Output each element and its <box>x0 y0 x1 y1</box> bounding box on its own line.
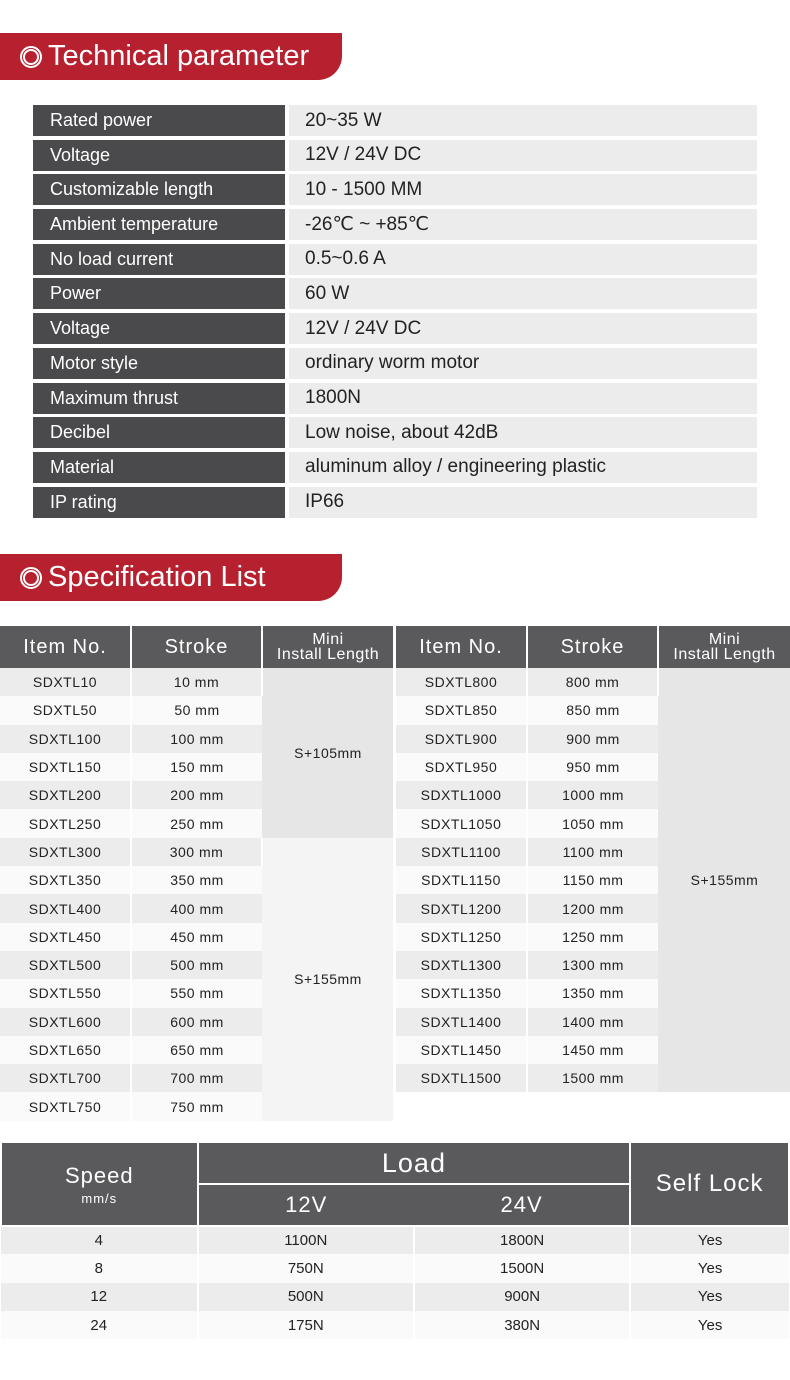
parameter-value: 20~35 W <box>289 105 757 136</box>
parameter-value: Low noise, about 42dB <box>289 417 757 448</box>
parameter-value: 10 - 1500 MM <box>289 174 757 205</box>
stroke-cell: 650 mm <box>131 1036 262 1064</box>
section-title: Technical parameter <box>48 40 310 72</box>
speed-unit: mm/s <box>81 1190 118 1206</box>
stroke-cell: 400 mm <box>131 894 262 922</box>
double-circle-icon <box>20 46 42 68</box>
parameter-row <box>33 417 757 452</box>
stroke-cell: 1500 mm <box>527 1064 658 1092</box>
stroke-cell: 1200 mm <box>527 894 658 922</box>
parameter-value: 12V / 24V DC <box>289 140 757 171</box>
item-number-cell: SDXTL1500 <box>396 1064 527 1092</box>
item-number-cell: SDXTL650 <box>0 1036 131 1064</box>
column-header-mini-install-length <box>658 626 790 668</box>
parameter-row <box>33 174 757 209</box>
specification-table-left <box>0 626 393 1121</box>
load-24v-cell: 1500N <box>414 1254 630 1282</box>
stroke-cell: 500 mm <box>131 951 262 979</box>
stroke-cell: 10 mm <box>131 668 262 696</box>
parameter-row <box>33 348 757 383</box>
table-row <box>1 1311 789 1339</box>
parameter-value: 0.5~0.6 A <box>289 244 757 275</box>
column-header-mini-install-length <box>262 626 393 668</box>
mini-header-line1: Mini <box>708 631 741 648</box>
load-24v-cell: 1800N <box>414 1226 630 1254</box>
parameter-key: IP rating <box>33 487 285 518</box>
section-title: Specification List <box>48 561 266 593</box>
item-number-cell: SDXTL1200 <box>396 894 527 922</box>
table-row <box>396 668 790 696</box>
parameter-key: Customizable length <box>33 174 285 205</box>
item-number-cell: SDXTL200 <box>0 781 131 809</box>
parameter-key: Maximum thrust <box>33 383 285 414</box>
stroke-cell: 1100 mm <box>527 838 658 866</box>
item-number-cell: SDXTL350 <box>0 866 131 894</box>
speed-cell: 12 <box>1 1283 198 1311</box>
stroke-cell: 1000 mm <box>527 781 658 809</box>
stroke-cell: 1150 mm <box>527 866 658 894</box>
item-number-cell: SDXTL1400 <box>396 1008 527 1036</box>
self-lock-cell: Yes <box>630 1254 789 1282</box>
parameter-key: Power <box>33 278 285 309</box>
stroke-cell: 800 mm <box>527 668 658 696</box>
column-header-stroke: Stroke <box>131 626 262 668</box>
load-12v-cell: 1100N <box>198 1226 414 1254</box>
stroke-cell: 1450 mm <box>527 1036 658 1064</box>
stroke-cell: 550 mm <box>131 979 262 1007</box>
parameter-row <box>33 244 757 279</box>
stroke-cell: 50 mm <box>131 696 262 724</box>
stroke-cell: 1400 mm <box>527 1008 658 1036</box>
item-number-cell: SDXTL1300 <box>396 951 527 979</box>
parameter-key: Decibel <box>33 417 285 448</box>
mini-install-length-cell: S+155mm <box>658 668 790 1092</box>
stroke-cell: 250 mm <box>131 809 262 837</box>
speed-cell: 8 <box>1 1254 198 1282</box>
parameter-key: Motor style <box>33 348 285 379</box>
item-number-cell: SDXTL400 <box>0 894 131 922</box>
item-number-cell: SDXTL850 <box>396 696 527 724</box>
stroke-cell: 950 mm <box>527 753 658 781</box>
item-number-cell: SDXTL1150 <box>396 866 527 894</box>
mini-header-line2: Install Length <box>276 646 380 663</box>
parameter-value: IP66 <box>289 487 757 518</box>
item-number-cell: SDXTL1350 <box>396 979 527 1007</box>
item-number-cell: SDXTL700 <box>0 1064 131 1092</box>
speed-label: Speed <box>64 1162 134 1188</box>
column-header-item: Item No. <box>0 626 131 668</box>
parameter-row <box>33 452 757 487</box>
speed-cell: 24 <box>1 1311 198 1339</box>
item-number-cell: SDXTL1250 <box>396 923 527 951</box>
table-row <box>1 1283 789 1311</box>
parameter-row <box>33 140 757 175</box>
item-number-cell: SDXTL800 <box>396 668 527 696</box>
self-lock-cell: Yes <box>630 1311 789 1339</box>
table-row <box>1 1226 789 1254</box>
mini-install-length-cell: S+155mm <box>262 838 393 1121</box>
parameter-value: 1800N <box>289 383 757 414</box>
specification-list-banner <box>0 554 342 601</box>
item-number-cell: SDXTL750 <box>0 1092 131 1120</box>
item-number-cell: SDXTL1050 <box>396 809 527 837</box>
column-header-self-lock: Self Lock <box>630 1142 789 1226</box>
load-12v-cell: 175N <box>198 1311 414 1339</box>
column-header-stroke: Stroke <box>527 626 658 668</box>
mini-header-line1: Mini <box>312 631 344 648</box>
self-lock-cell: Yes <box>630 1226 789 1254</box>
item-number-cell: SDXTL1450 <box>396 1036 527 1064</box>
stroke-cell: 150 mm <box>131 753 262 781</box>
column-header-24v: 24V <box>414 1184 630 1226</box>
self-lock-cell: Yes <box>630 1283 789 1311</box>
parameter-key: Ambient temperature <box>33 209 285 240</box>
parameter-value: -26℃ ~ +85℃ <box>289 209 757 240</box>
load-12v-cell: 500N <box>198 1283 414 1311</box>
column-header-12v: 12V <box>198 1184 414 1226</box>
load-24v-cell: 900N <box>414 1283 630 1311</box>
parameter-key: Rated power <box>33 105 285 136</box>
item-number-cell: SDXTL1100 <box>396 838 527 866</box>
parameter-row <box>33 383 757 418</box>
mini-install-length-cell: S+105mm <box>262 668 393 838</box>
item-number-cell: SDXTL1000 <box>396 781 527 809</box>
mini-header-line2: Install Length <box>673 646 776 663</box>
parameter-key: No load current <box>33 244 285 275</box>
parameter-value: aluminum alloy / engineering plastic <box>289 452 757 483</box>
table-row <box>0 838 393 866</box>
stroke-cell: 300 mm <box>131 838 262 866</box>
column-header-load: Load <box>198 1142 631 1184</box>
item-number-cell: SDXTL300 <box>0 838 131 866</box>
item-number-cell: SDXTL450 <box>0 923 131 951</box>
speed-cell: 4 <box>1 1226 198 1254</box>
parameter-row <box>33 487 757 522</box>
stroke-cell: 750 mm <box>131 1092 262 1120</box>
technical-parameter-table <box>33 105 757 521</box>
specification-table-right <box>396 626 790 1092</box>
stroke-cell: 1250 mm <box>527 923 658 951</box>
stroke-cell: 1050 mm <box>527 809 658 837</box>
parameter-key: Material <box>33 452 285 483</box>
load-24v-cell: 380N <box>414 1311 630 1339</box>
parameter-row <box>33 209 757 244</box>
stroke-cell: 1300 mm <box>527 951 658 979</box>
parameter-row <box>33 105 757 140</box>
table-row <box>0 668 393 696</box>
stroke-cell: 900 mm <box>527 725 658 753</box>
item-number-cell: SDXTL500 <box>0 951 131 979</box>
stroke-cell: 700 mm <box>131 1064 262 1092</box>
stroke-cell: 1350 mm <box>527 979 658 1007</box>
item-number-cell: SDXTL10 <box>0 668 131 696</box>
parameter-value: 12V / 24V DC <box>289 313 757 344</box>
parameter-row <box>33 313 757 348</box>
parameter-key: Voltage <box>33 140 285 171</box>
technical-parameter-banner <box>0 33 342 80</box>
stroke-cell: 450 mm <box>131 923 262 951</box>
table-row <box>1 1254 789 1282</box>
stroke-cell: 850 mm <box>527 696 658 724</box>
parameter-value: ordinary worm motor <box>289 348 757 379</box>
item-number-cell: SDXTL550 <box>0 979 131 1007</box>
column-header-speed <box>1 1142 198 1226</box>
item-number-cell: SDXTL950 <box>396 753 527 781</box>
item-number-cell: SDXTL50 <box>0 696 131 724</box>
stroke-cell: 100 mm <box>131 725 262 753</box>
item-number-cell: SDXTL150 <box>0 753 131 781</box>
load-table <box>0 1141 790 1339</box>
parameter-row <box>33 278 757 313</box>
parameter-value: 60 W <box>289 278 757 309</box>
stroke-cell: 350 mm <box>131 866 262 894</box>
item-number-cell: SDXTL250 <box>0 809 131 837</box>
stroke-cell: 200 mm <box>131 781 262 809</box>
item-number-cell: SDXTL900 <box>396 725 527 753</box>
item-number-cell: SDXTL100 <box>0 725 131 753</box>
double-circle-icon <box>20 567 42 589</box>
load-12v-cell: 750N <box>198 1254 414 1282</box>
column-header-item: Item No. <box>396 626 527 668</box>
parameter-key: Voltage <box>33 313 285 344</box>
stroke-cell: 600 mm <box>131 1008 262 1036</box>
item-number-cell: SDXTL600 <box>0 1008 131 1036</box>
